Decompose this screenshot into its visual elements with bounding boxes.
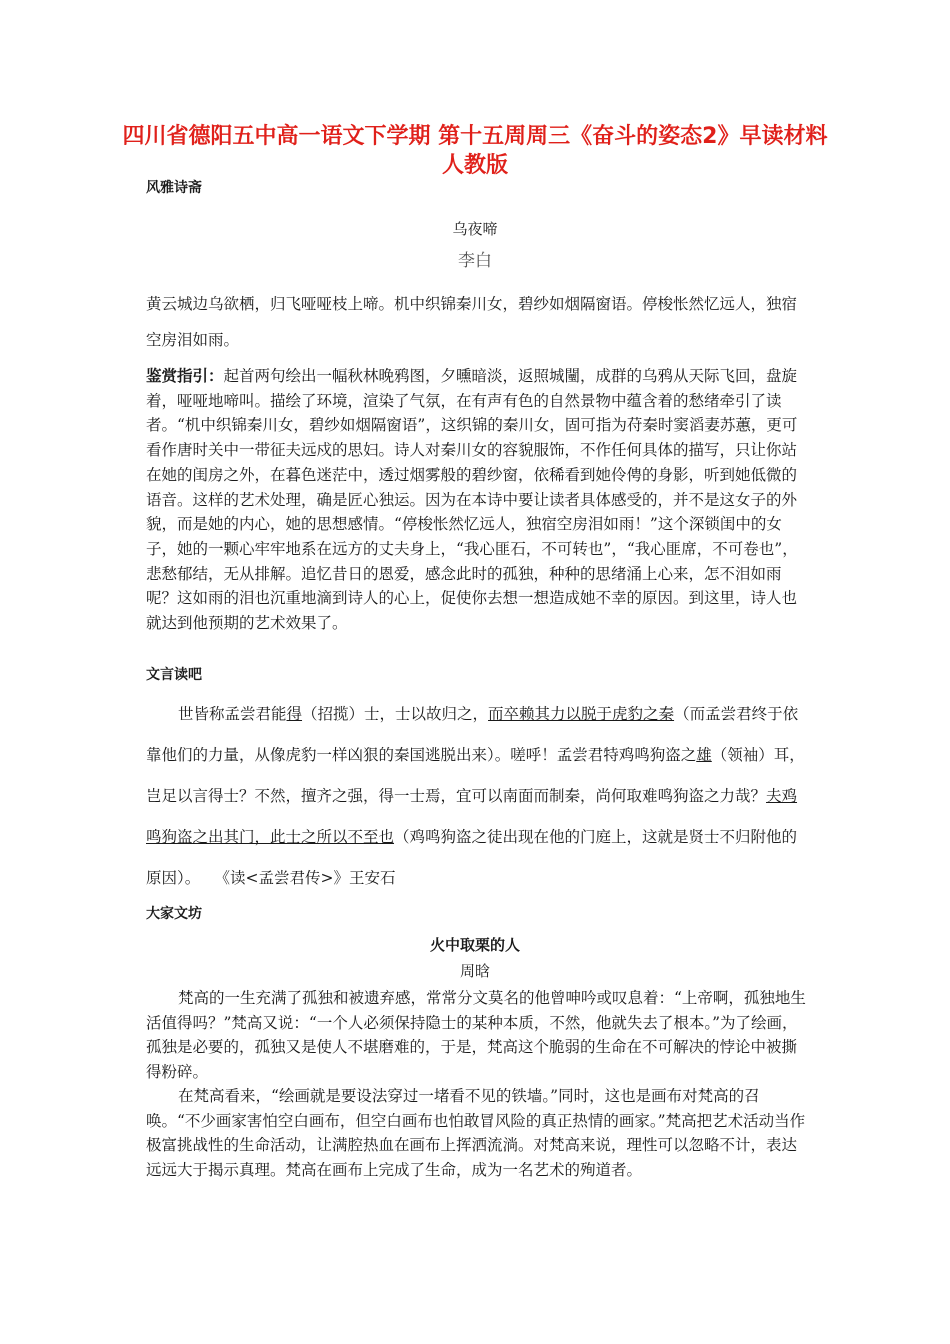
poem-text: 黄云城边乌欲栖，归飞哑哑枝上啼。机中织锦秦川女，碧纱如烟隔窗语。停梭怅然忆远人，独宿空房泪如雨。 [146, 295, 798, 349]
classical-source: 《读<孟尝君传>》王安石 [222, 869, 396, 887]
appreciation-label: 鉴赏指引： [146, 367, 224, 385]
classical-text: （招揽）士，士以故归之， [302, 705, 489, 723]
essay-paragraph: 在梵高看来，“绘画就是要设法穿过一堵看不见的铁墙。”同时，这也是画布对梵高的召唤。“不少画家害怕空白画布，但空白画布也怕敢冒风险的真正热情的画家。”梵高把艺术活动当作极富挑战性的生命活动，让满腔热血在画布上挥洒流淌。对梵高来说，理性可以忽略不计，表达远远大于揭示真理。梵高在画布上完成了生命，成为一名艺术的殉道者。 [146, 1087, 806, 1179]
section-heading-classical: 文言读吧 [146, 667, 202, 683]
appreciation-paragraph [146, 364, 810, 636]
classical-underline: 夫鸡鸣狗盗之出其门，此士之所以不至也 [146, 787, 798, 846]
essay-title: 火中取栗的人 [429, 936, 520, 954]
poem-title: 乌夜啼 [452, 220, 498, 238]
classical-text: （领袖）耳，岂足以言得士？不然，擅齐之强，得一士焉，宜可以南面而制秦，尚何取难鸣狗盗之力哉？ [146, 746, 805, 805]
appreciation-text: 起首两句绘出一幅秋林晚鸦图，夕曛暗淡，返照城闉，成群的乌鸦从天际飞回，盘旋着，哑哑地啼叫。描绘了环境，渲染了气氛，在有声有色的自然景物中蕴含着的愁绪牵引了读者。“机中织锦秦川女，碧纱如烟隔窗语”，这织锦的秦川女，固可指为苻秦时窦滔妻苏蕙，更可看作唐时关中一带征夫远戍的思妇。诗人对秦川女的容貌服饰，不作任何具体的描写，只让你站在她的闺房之外，在暮色迷茫中，透过烟雾般的碧纱窗，依稀看到她伶俜的身影，听到她低微的语音。这样的艺术处理，确是匠心独运。因为在本诗中要让读者具体感受的，并不是这女子的外貌，而是她的内心，她的思想感情。“停梭怅然忆远人，独宿空房泪如雨！”这个深锁闺中的女子，她的一颗心牢牢地系在远方的丈夫身上，“我心匪石，不可转也”，“我心匪席，不可卷也”，悲愁郁结，无从排解。追忆昔日的恩爱，感念此时的孤独，种种的思绪涌上心来，怎不泪如雨呢？这如雨的泪也沉重地滴到诗人的心上，促使你去想一想造成她不幸的原因。到这里，诗人也就达到他预期的艺术效果了。 [146, 367, 798, 633]
classical-underline: 而卒赖其力以脱于虎豹之秦 [488, 705, 675, 723]
document-title: 四川省德阳五中高一语文下学期 第十五周周三《奋斗的姿态2》早读材料 人教版 [122, 124, 828, 178]
classical-text: 世皆称孟尝君能 [178, 705, 287, 723]
essay-author: 周晗 [459, 962, 490, 980]
classical-underline: 得 [286, 705, 303, 723]
classical-passage [146, 694, 810, 899]
poem-author: 李白 [458, 251, 492, 271]
classical-text: （而孟尝君终于依靠他们的力量，从像虎豹一样凶狠的秦国逃脱出来）。嗟呼！孟尝君特鸡鸣狗盗之 [146, 705, 799, 764]
classical-underline: 雄 [696, 746, 712, 764]
essay-paragraph: 梵高的一生充满了孤独和被遗弃感，常常分文莫名的他曾呻吟或叹息着：“上帝啊，孤独地生活值得吗？”梵高又说：“一个人必须保持隐士的某种本质，不然，他就失去了根本。”为了绘画，孤独是必要的，孤独又是使人不堪磨难的，于是，梵高这个脆弱的生命在不可解决的悖论中被撕得粉碎。 [146, 989, 806, 1081]
classical-text: （鸡鸣狗盗之徒出现在他的门庭上，这就是贤士不归附他的原因）。 [146, 828, 798, 887]
section-heading-poetry: 风雅诗斋 [146, 180, 202, 196]
section-heading-essay: 大家文坊 [146, 906, 202, 922]
